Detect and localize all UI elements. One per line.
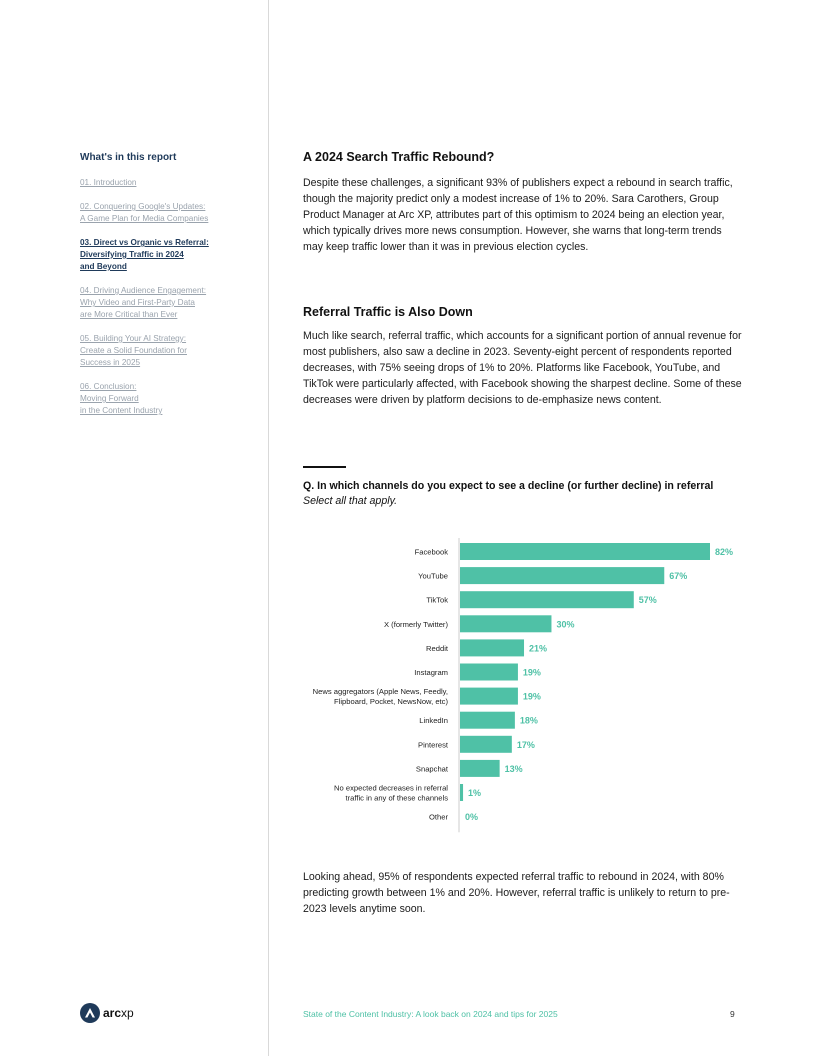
bar bbox=[460, 688, 518, 705]
value-label: 67% bbox=[669, 571, 688, 582]
section-search-rebound bbox=[303, 150, 743, 255]
question-text: Q. In which channels do you expect to see a decline (or further decline) in referral bbox=[303, 480, 714, 492]
arcxp-logo-icon bbox=[80, 1003, 100, 1023]
toc-item-line: 04. Driving Audience Engagement: bbox=[80, 286, 207, 295]
section-body: Looking ahead, 95% of respondents expected referral traffic to rebound in 2024, with 80% predicting growth between 1% and 20%. However, referral traffic is unlikely to return to pre-2023 levels anytime soon. bbox=[303, 871, 730, 915]
toc-item-line: 06. Conclusion: bbox=[80, 382, 137, 391]
bar bbox=[460, 712, 515, 729]
value-label: 57% bbox=[638, 595, 657, 606]
toc-item-line: Moving Forward bbox=[80, 394, 139, 403]
category-label: News aggregators (Apple News, Feedly, bbox=[312, 687, 448, 697]
section-heading: Referral Traffic is Also Down bbox=[303, 305, 473, 319]
toc-item-4[interactable] bbox=[80, 285, 250, 321]
category-label: Snapchat bbox=[415, 764, 448, 774]
category-label: No expected decreases in referral bbox=[334, 783, 448, 793]
toc-item-line: Diversifying Traffic in 2024 bbox=[80, 250, 184, 259]
bar bbox=[460, 760, 500, 777]
toc-title: What's in this report bbox=[80, 152, 177, 163]
table-of-contents bbox=[80, 152, 250, 429]
toc-item-1[interactable] bbox=[80, 177, 250, 189]
question-instruction: Select all that apply. bbox=[303, 494, 398, 507]
category-label: Flipboard, Pocket, NewsNow, etc) bbox=[334, 697, 448, 707]
value-label: 1% bbox=[468, 788, 482, 798]
category-label: Reddit bbox=[426, 643, 448, 653]
bar bbox=[460, 591, 634, 608]
toc-item-5[interactable] bbox=[80, 333, 250, 369]
referral-decline-bar-chart bbox=[300, 538, 750, 838]
section-outlook bbox=[303, 869, 743, 917]
value-label: 13% bbox=[504, 763, 523, 774]
bar bbox=[460, 543, 710, 560]
value-label: 30% bbox=[556, 619, 575, 630]
value-label: 19% bbox=[522, 667, 541, 678]
bar bbox=[460, 615, 551, 632]
category-label: Other bbox=[429, 812, 448, 822]
category-label: X (formerly Twitter) bbox=[384, 619, 448, 629]
toc-item-line: and Beyond bbox=[80, 262, 127, 271]
toc-item-line: A Game Plan for Media Companies bbox=[80, 214, 209, 223]
toc-item-line: 01. Introduction bbox=[80, 178, 137, 187]
toc-item-line: are More Critical than Ever bbox=[80, 310, 178, 319]
toc-item-3[interactable] bbox=[80, 237, 250, 273]
bar bbox=[460, 567, 664, 584]
toc-item-line: 05. Building Your AI Strategy: bbox=[80, 334, 187, 343]
category-label: Pinterest bbox=[418, 740, 448, 750]
category-label: TikTok bbox=[426, 595, 448, 605]
toc-item-line: 02. Conquering Google's Updates: bbox=[80, 202, 206, 211]
toc-item-line: Why Video and First-Party Data bbox=[80, 298, 195, 307]
bar bbox=[460, 736, 512, 753]
section-heading: A 2024 Search Traffic Rebound? bbox=[303, 150, 495, 164]
toc-item-line: Success in 2025 bbox=[80, 358, 141, 367]
bar bbox=[460, 639, 524, 656]
chart-question bbox=[303, 479, 743, 508]
category-label: Facebook bbox=[414, 547, 448, 557]
section-body: Despite these challenges, a significant 93% of publishers expect a rebound in search traffic, though the majority predict only a modest increase of 1% to 20%. Sara Carothers, Group Product Manager at Arc XP, attributes part of this optimism to 2024 being an election year, which typically drives more news consumption. However, she warns that long-term trends may keep traffic lower than it was in previous election cycles. bbox=[303, 177, 733, 253]
toc-item-line: Create a Solid Foundation for bbox=[80, 346, 187, 355]
arcxp-logo bbox=[80, 1003, 134, 1023]
category-label: YouTube bbox=[418, 571, 448, 581]
bar bbox=[460, 664, 518, 681]
toc-item-line: in the Content Industry bbox=[80, 406, 163, 415]
footer-title: State of the Content Industry: A look back on 2024 and tips for 2025 bbox=[303, 1009, 558, 1019]
bar bbox=[460, 784, 463, 801]
value-label: 82% bbox=[715, 547, 734, 557]
value-label: 21% bbox=[529, 643, 548, 654]
toc-item-2[interactable] bbox=[80, 201, 250, 225]
category-label: Instagram bbox=[414, 668, 448, 677]
category-label: LinkedIn bbox=[419, 716, 448, 726]
column-divider bbox=[268, 0, 269, 1056]
toc-item-line: 03. Direct vs Organic vs Referral: bbox=[80, 238, 209, 247]
page-number: 9 bbox=[730, 1009, 735, 1019]
value-label: 17% bbox=[516, 739, 535, 750]
section-referral-down bbox=[303, 305, 743, 408]
logo-wordmark: arcxp bbox=[103, 1006, 134, 1020]
question-rule bbox=[303, 466, 346, 468]
value-label: 18% bbox=[519, 715, 538, 726]
toc-item-6[interactable] bbox=[80, 381, 250, 417]
category-label: traffic in any of these channels bbox=[345, 793, 448, 803]
value-label: 19% bbox=[522, 691, 541, 702]
section-body: Much like search, referral traffic, which accounts for a significant portion of annual revenue for most publishers, also saw a decline in 2023. Seventy-eight percent of respondents reported decreases, with 75% seeing drops of 1% to 20%. Platforms like Facebook, YouTube, and TikTok were particularly affected, with Facebook showing the sharpest decline. Some of these decreases were driven by platform decisions to de-emphasize news content. bbox=[303, 330, 742, 406]
value-label: 0% bbox=[465, 812, 479, 823]
